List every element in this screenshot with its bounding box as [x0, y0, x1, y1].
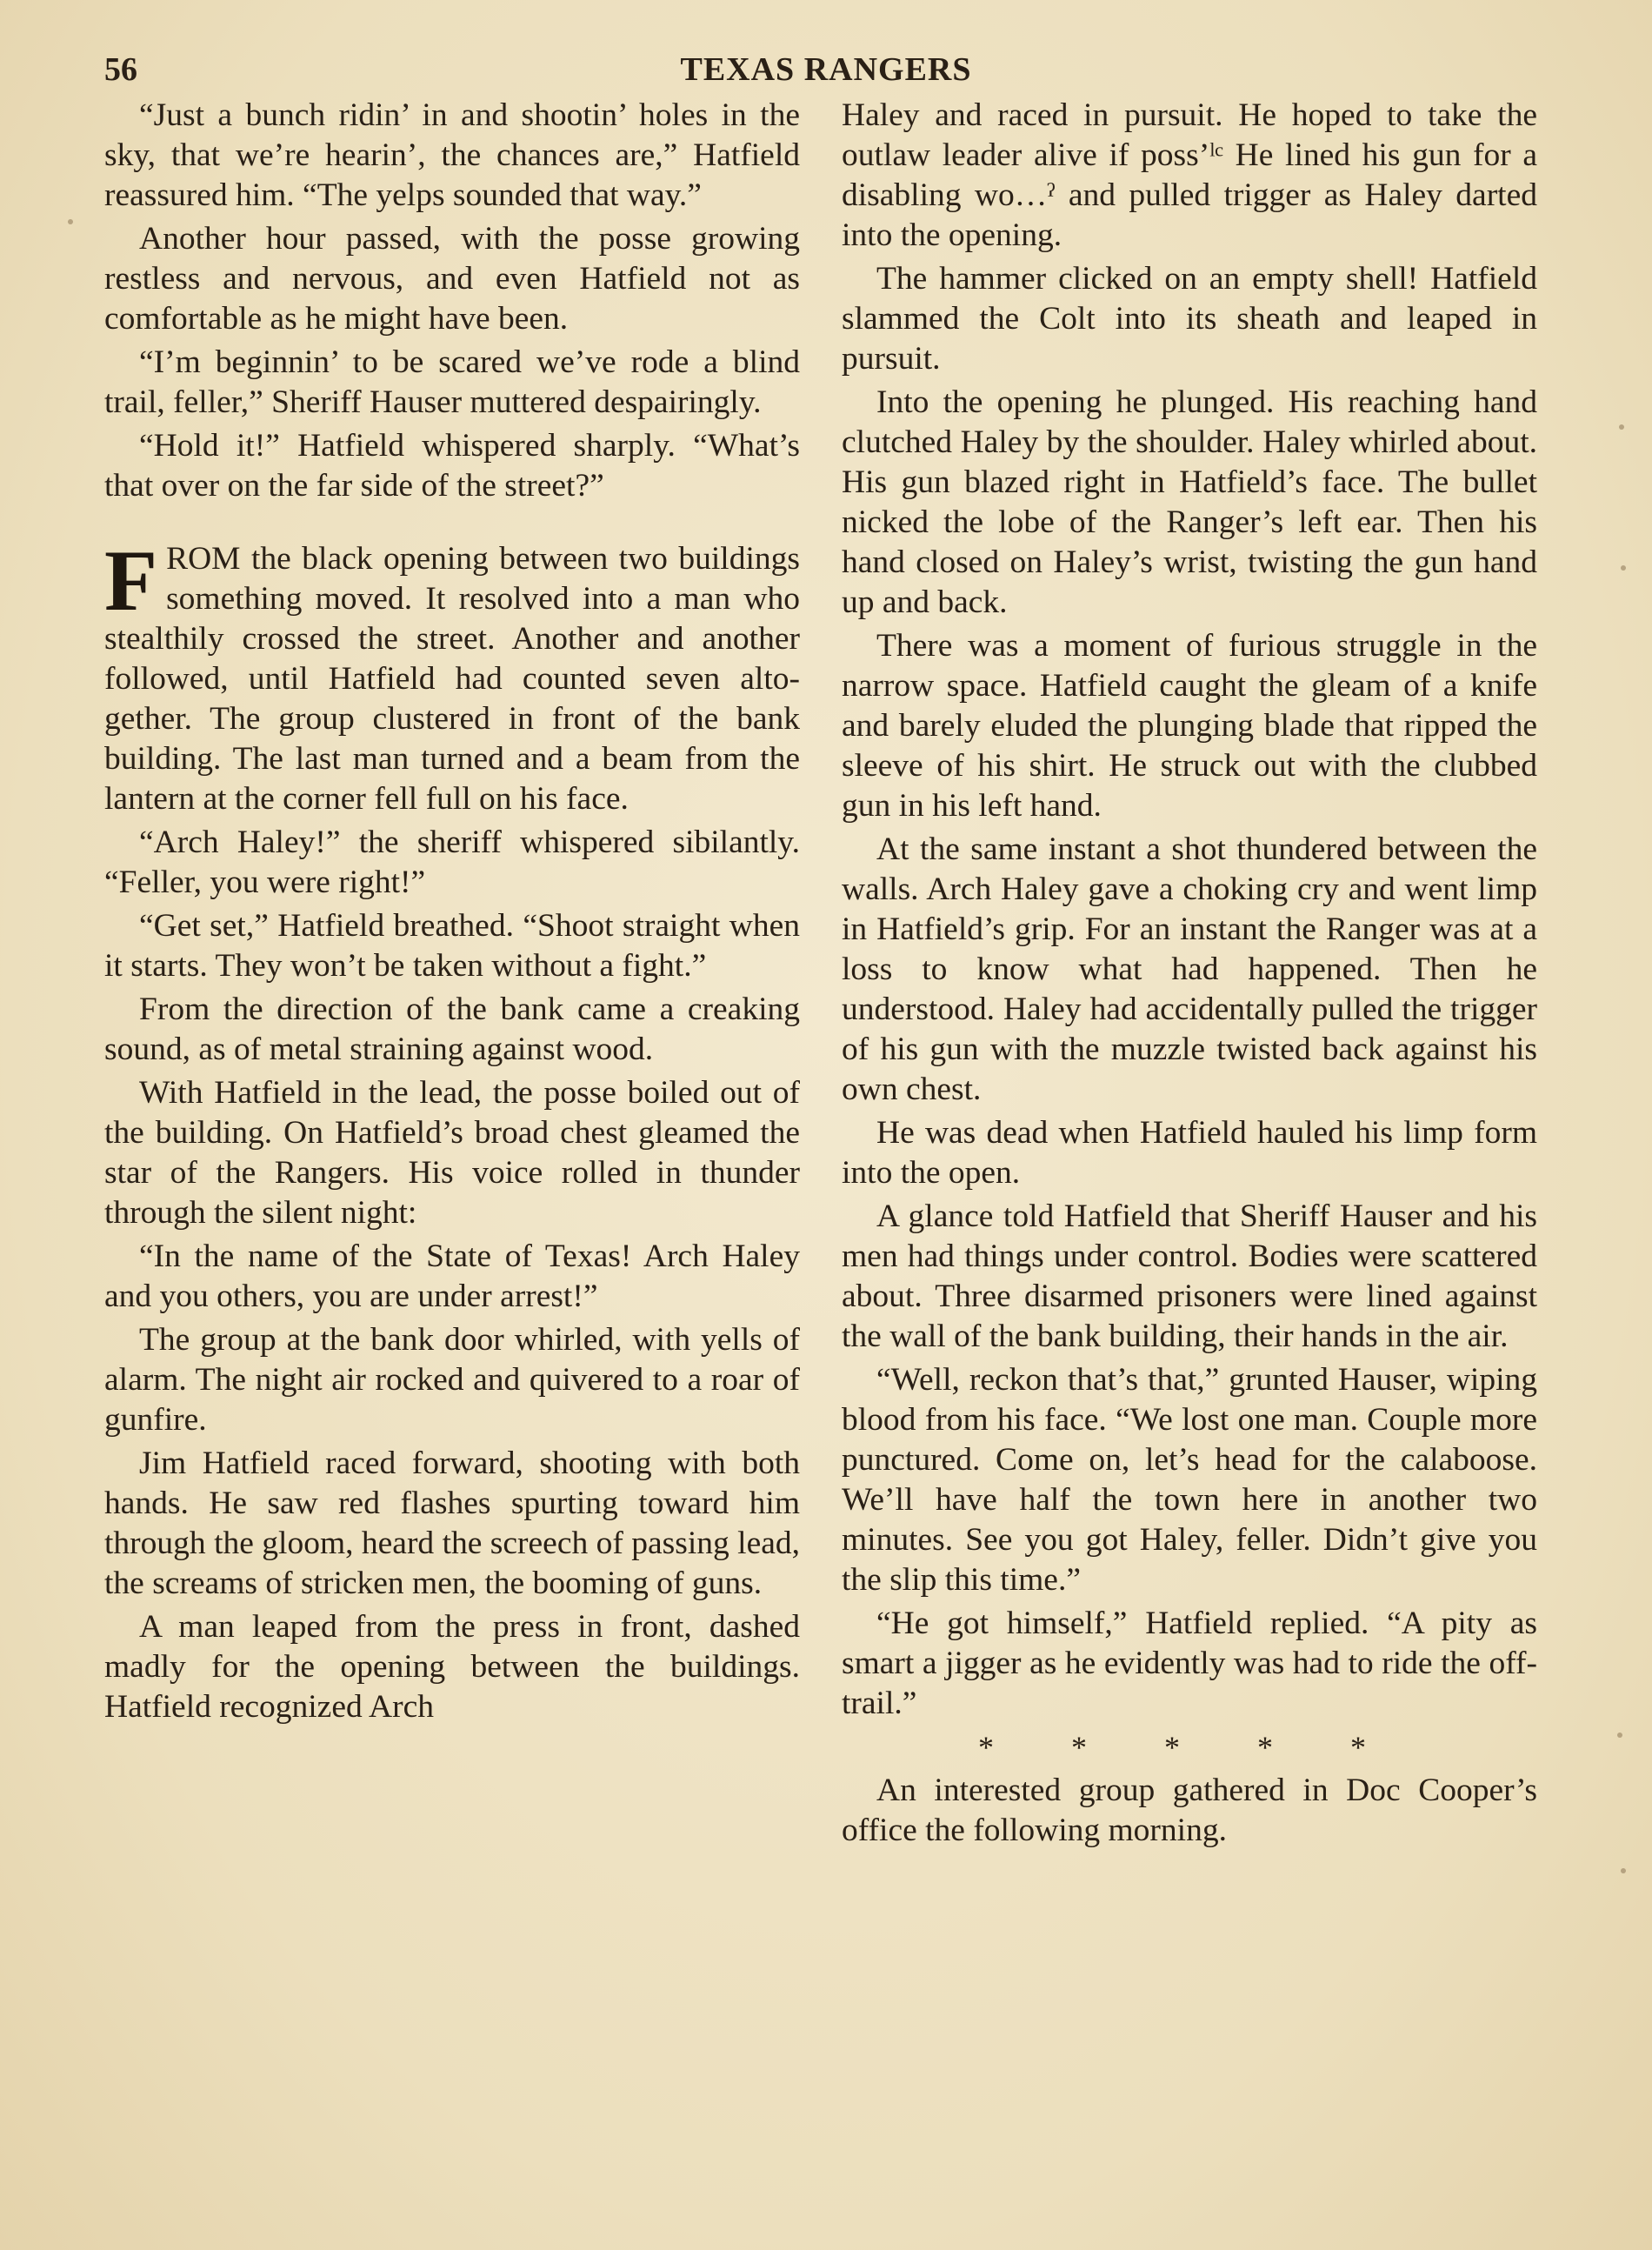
page-number: 56 [104, 51, 137, 88]
paragraph: Jim Hatfield raced forward, shooting with both hands. He saw red flashes spurting toward him through the gloom, heard the screech of passing lead, the screams of stricken men, the booming of guns. [104, 1445, 800, 1601]
paragraph: “I’m beginnin’ to be scared we’ve rode a blind trail, feller,” Sheriff Hauser muttered despairingly. [104, 344, 800, 420]
paragraph: A man leaped from the press in front, dashed madly for the opening between the buildings. Hatfield recognized Arch [104, 1609, 800, 1725]
paragraph: An interested group gathered in Doc Cooper’s office the following morning. [842, 1773, 1537, 1848]
paragraph: “Hold it!” Hatfield whispered sharply. “What’s that over on the far side of the street?” [104, 428, 800, 504]
right-column [842, 96, 1537, 1854]
paragraph: There was a moment of furious struggle in the narrow space. Hatfield caught the gleam of a knife and barely eluded the plunging blade that ripped the sleeve of his shirt. He struck out with the clubbed gun in his left hand. [842, 628, 1537, 824]
paragraph: “He got himself,” Hatfield replied. “A pity as smart a jigger as he evidently was had to ride the off-trail.” [842, 1606, 1537, 1721]
paper-speck [1619, 424, 1624, 430]
paragraph: The group at the bank door whirled, with yells of alarm. The night air rocked and quivered to a roar of gunfire. [104, 1322, 800, 1438]
paper-speck [1621, 1868, 1626, 1873]
section-separator: * * * * * [978, 1730, 1401, 1765]
paragraph: “In the name of the State of Texas! Arch Haley and you others, you are under arrest!” [104, 1239, 800, 1314]
page-header [104, 50, 1548, 94]
paper-speck [68, 219, 73, 224]
paragraph: From the direction of the bank came a creaking sound, as of metal straining against wood. [104, 991, 800, 1067]
paragraph: A glance told Hatfield that Sheriff Hauser and his men had things under control. Bodies were scattered about. Three disarmed prisoners were lined against the wall of the bank building, their hands in the air. [842, 1198, 1537, 1354]
paragraph: “Arch Haley!” the sheriff whispered sibilantly. “Feller, you were right!” [104, 825, 800, 900]
dropcap-paragraph [104, 532, 800, 819]
paragraph: With Hatfield in the lead, the posse boiled out of the building. On Hatfield’s broad chest gleamed the star of the Rangers. His voice rolled in thunder through the silent night: [104, 1075, 800, 1231]
paragraph: Into the opening he plunged. His reaching hand clutched Haley by the shoulder. Haley whirled about. His gun blazed right in Hatfield’s face. The bullet nicked the lobe of the Ranger’s left ear. Then his hand closed on Haley’s wrist, twisting the gun hand up and back. [842, 384, 1537, 620]
paper-speck [1621, 565, 1626, 571]
dropcap-paragraph-text: ROM the black opening between two buildings something moved. It resolved into a man who stealthily crossed the street. Another and another followed, until Hatfield had counted seven altogether. The group clustered in front of the bank building. The last man turned and a beam from the lantern at the corner fell full on his face. [104, 541, 800, 817]
left-column [104, 96, 800, 1731]
paragraph: Haley and raced in pursuit. He hoped to take the outlaw leader alive if possʼˡᶜ He lined his gun for a disabling wo…ˀ and pulled trigger as Haley darted into the opening. [842, 97, 1537, 253]
paragraph: “Get set,” Hatfield breathed. “Shoot straight when it starts. They won’t be taken without a fight.” [104, 908, 800, 984]
paragraph: “Just a bunch ridin’ in and shootin’ holes in the sky, that we’re hearin’, the chances are,” Hatfield reassured him. “The yelps sounded that way.” [104, 97, 800, 213]
paragraph: Another hour passed, with the posse growing restless and nervous, and even Hatfield not as comfortable as he might have been. [104, 221, 800, 337]
text-columns [104, 96, 1543, 2218]
drop-cap: F [104, 532, 158, 629]
paper-speck [1617, 1733, 1622, 1738]
paragraph: The hammer clicked on an empty shell! Hatfield slammed the Colt into its sheath and leaped in pursuit. [842, 261, 1537, 377]
paragraph: He was dead when Hatfield hauled his limp form into the open. [842, 1115, 1537, 1191]
running-head: TEXAS RANGERS [680, 51, 972, 88]
paragraph: At the same instant a shot thundered between the walls. Arch Haley gave a choking cry and went limp in Hatfield’s grip. For an instant the Ranger was at a loss to know what had happened. Then he understood. Haley had accidentally pulled the trigger of his gun with the muzzle twisted back against his own chest. [842, 831, 1537, 1107]
paragraph: “Well, reckon that’s that,” grunted Hauser, wiping blood from his face. “We lost one man. Couple more punctured. Come on, let’s head for the calaboose. We’ll have half the town here in another two minutes. See you got Haley, feller. Didn’t give you the slip this time.” [842, 1362, 1537, 1598]
